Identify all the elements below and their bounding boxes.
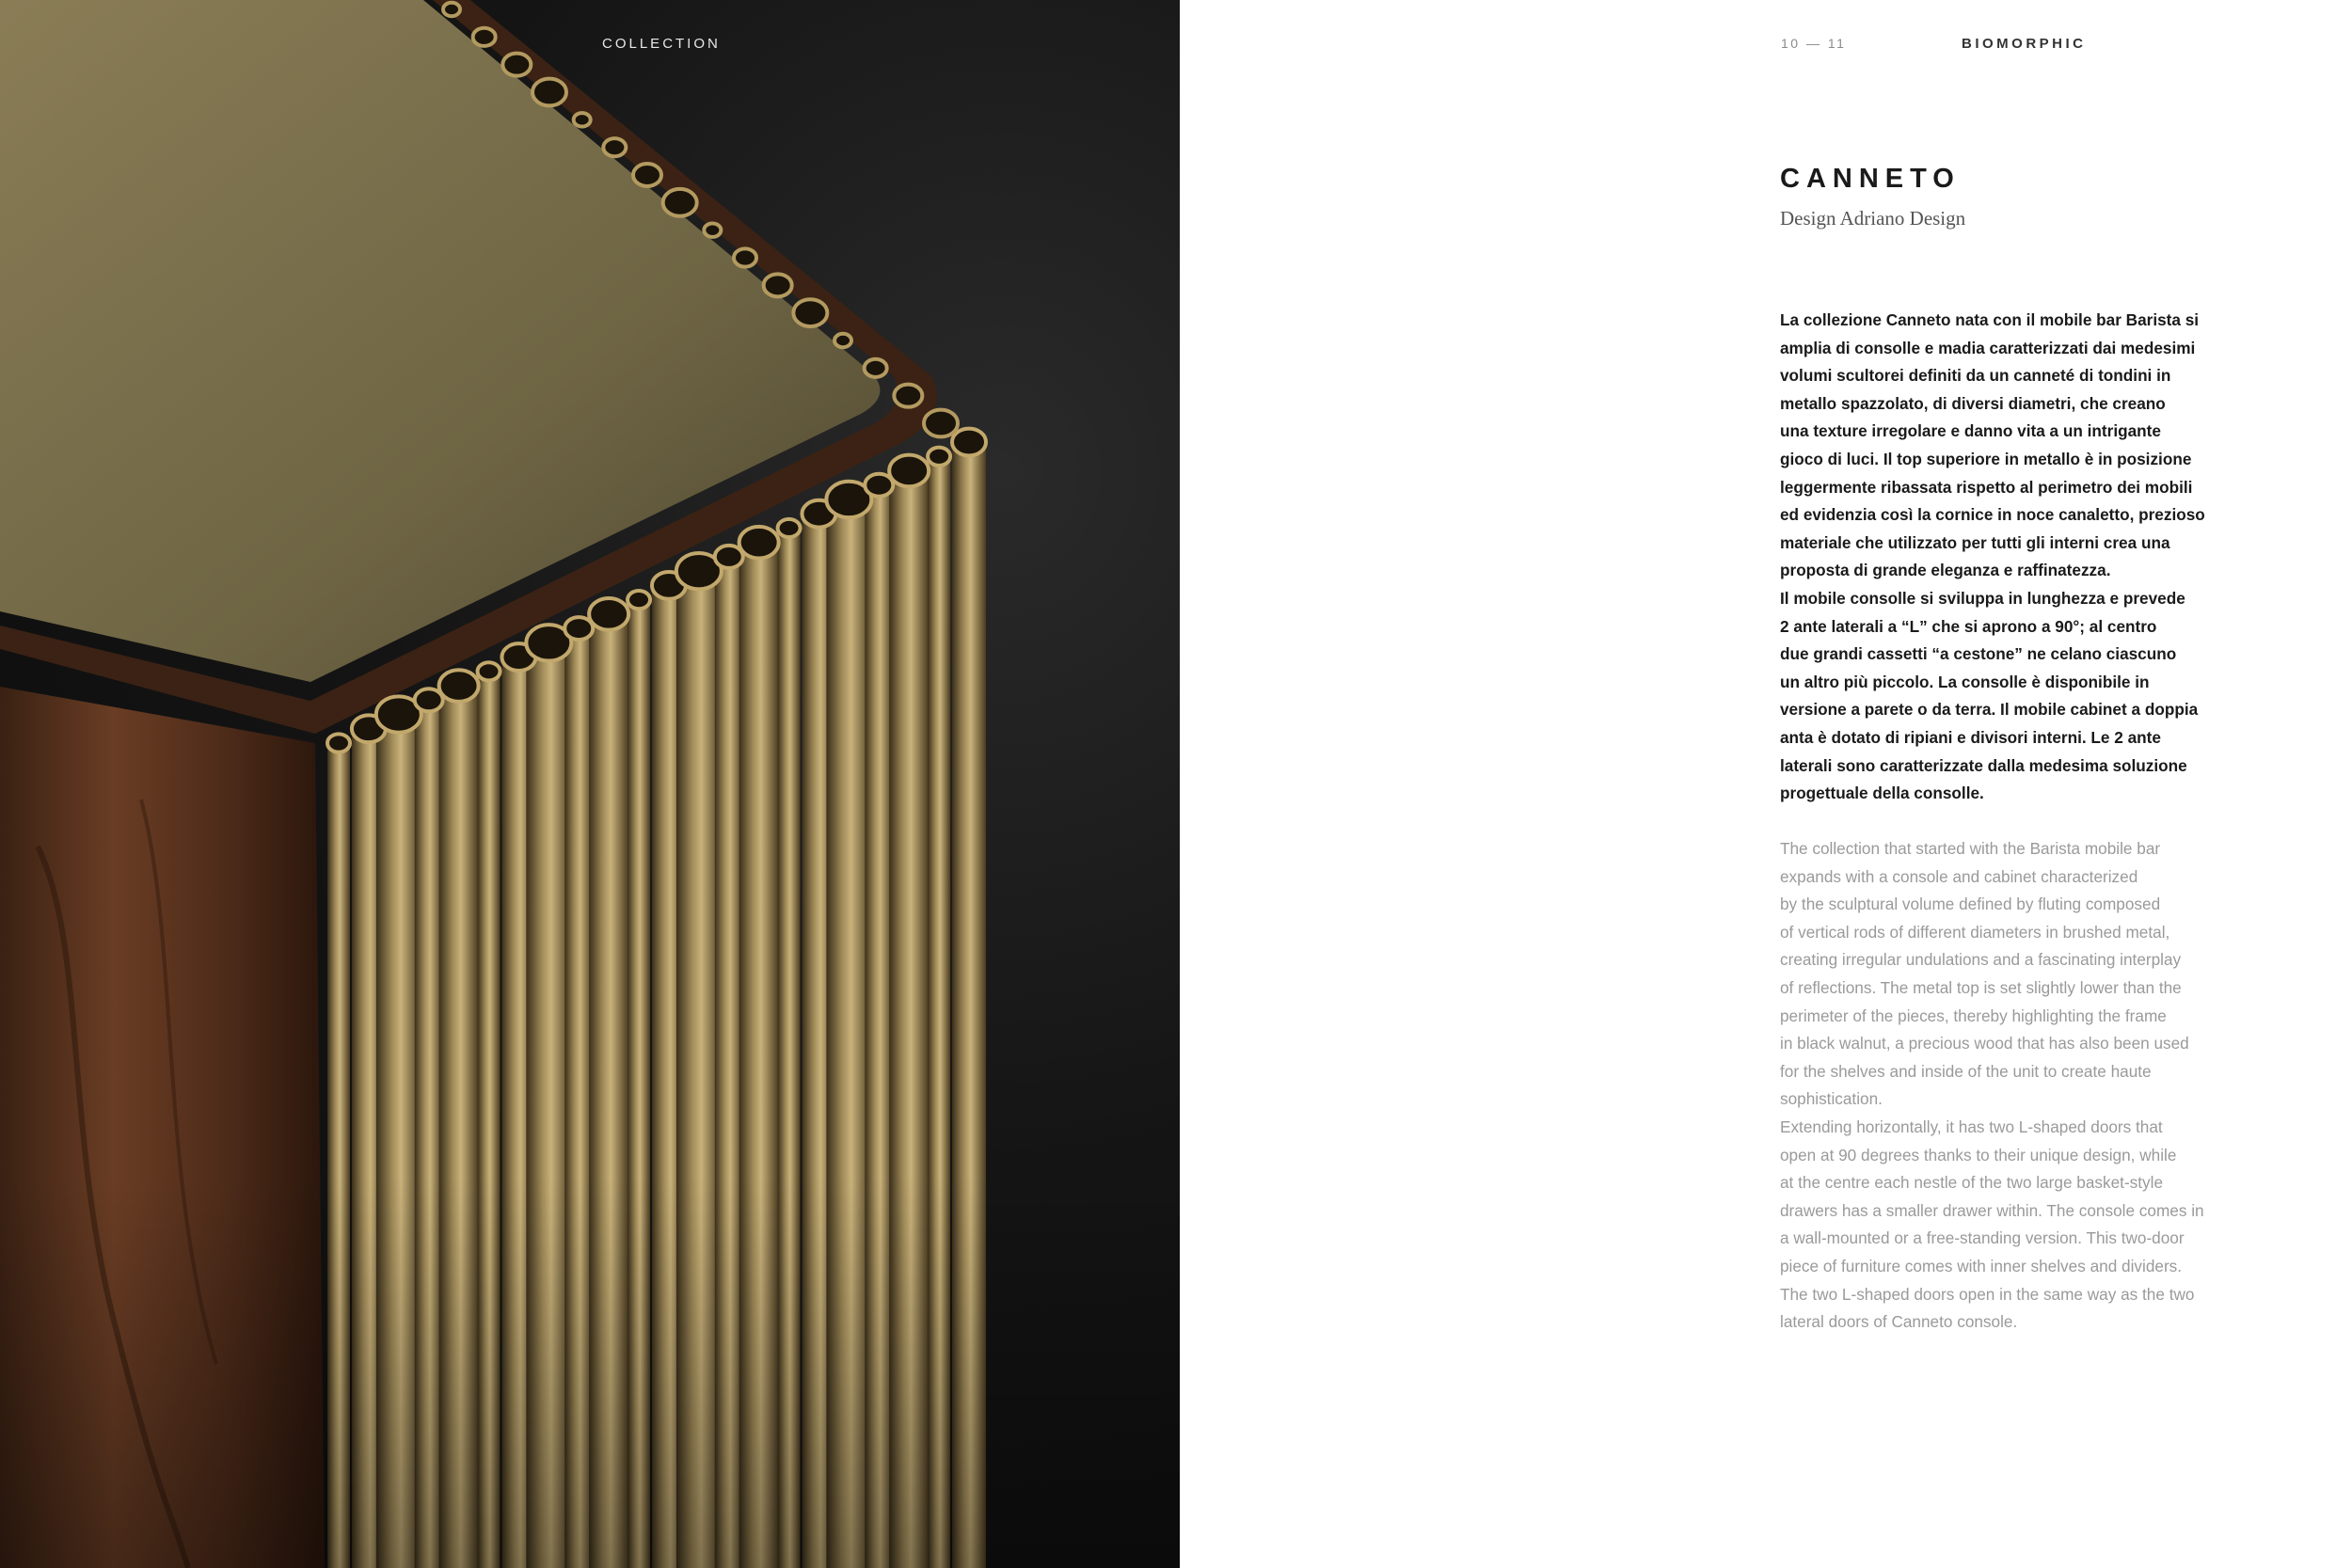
body-line: Extending horizontally, it has two L-shaped doors that xyxy=(1780,1117,2163,1136)
body-line: proposta di grande eleganza e raffinatezza. xyxy=(1780,561,2111,580)
body-line: expands with a console and cabinet characterized xyxy=(1780,866,2138,886)
body-line: open at 90 degrees thanks to their unique design, while xyxy=(1780,1145,2177,1164)
product-title: CANNETO xyxy=(1780,164,1961,194)
body-line: The two L-shaped doors open in the same way as the two xyxy=(1780,1284,2195,1304)
running-head-collection: COLLECTION xyxy=(602,36,721,52)
body-line: materiale che utilizzato per tutti gli interni crea una xyxy=(1780,532,2170,552)
body-line: at the centre each nestle of the two large basket-style xyxy=(1780,1173,2164,1193)
body-line: versione a parete o da terra. Il mobile cabinet a doppia xyxy=(1780,700,2199,720)
body-line: a wall-mounted or a free-standing version. This two-door xyxy=(1780,1228,2185,1248)
body-line: ed evidenzia così la cornice in noce canaletto, prezioso xyxy=(1780,505,2205,525)
body-line: of vertical rods of different diameters in brushed metal, xyxy=(1780,922,2170,942)
body-line: amplia di consolle e madia caratterizzati dai medesimi xyxy=(1780,338,2196,357)
body-text-italian xyxy=(1780,307,2269,808)
body-line: The collection that started with the Barista mobile bar xyxy=(1780,839,2161,858)
body-line: una texture irregolare e danno vita a un intrigante xyxy=(1780,421,2161,441)
body-line: sophistication. xyxy=(1780,1089,1883,1109)
body-line: progettuale della consolle. xyxy=(1780,784,1984,803)
page-folio: 10 — 11 xyxy=(1781,36,1847,51)
body-line: Il mobile consolle si sviluppa in lunghezza e prevede xyxy=(1780,588,2185,608)
body-line: laterali sono caratterizzate dalla medesima soluzione xyxy=(1780,755,2187,775)
section-title: BIOMORPHIC xyxy=(1962,36,2087,52)
body-line: lateral doors of Canneto console. xyxy=(1780,1312,2018,1332)
body-line: gioco di luci. Il top superiore in metallo è in posizione xyxy=(1780,449,2192,468)
body-line: for the shelves and inside of the unit to create haute xyxy=(1780,1061,2152,1081)
body-line: perimeter of the pieces, thereby highlighting the frame xyxy=(1780,1006,2167,1025)
body-line: drawers has a smaller drawer within. The console comes in xyxy=(1780,1200,2204,1220)
body-line: leggermente ribassata rispetto al perimetro dei mobili xyxy=(1780,477,2193,497)
body-line: anta è dotato di ripiani e divisori interni. Le 2 ante xyxy=(1780,727,2161,747)
body-line: due grandi cassetti “a cestone” ne celano ciascuno xyxy=(1780,644,2177,664)
body-line: 2 ante laterali a “L” che si aprono a 90°; al centro xyxy=(1780,616,2157,636)
body-line: La collezione Canneto nata con il mobile bar Barista si xyxy=(1780,310,2200,329)
body-line: un altro più piccolo. La consolle è disponibile in xyxy=(1780,672,2150,691)
body-line: volumi scultorei definiti da un canneté di tondini in xyxy=(1780,366,2171,386)
designer-credit: Design Adriano Design xyxy=(1780,207,1966,230)
body-text-english xyxy=(1780,835,2269,1337)
body-line: metallo spazzolato, di diversi diametri, che creano xyxy=(1780,393,2166,413)
body-line: creating irregular undulations and a fascinating interplay xyxy=(1780,950,2182,970)
body-line: of reflections. The metal top is set slightly lower than the xyxy=(1780,977,2182,997)
body-line: in black walnut, a precious wood that has also been used xyxy=(1780,1034,2189,1053)
body-line: piece of furniture comes with inner shelves and dividers. xyxy=(1780,1256,2183,1275)
body-line: by the sculptural volume defined by fluting composed xyxy=(1780,895,2161,914)
